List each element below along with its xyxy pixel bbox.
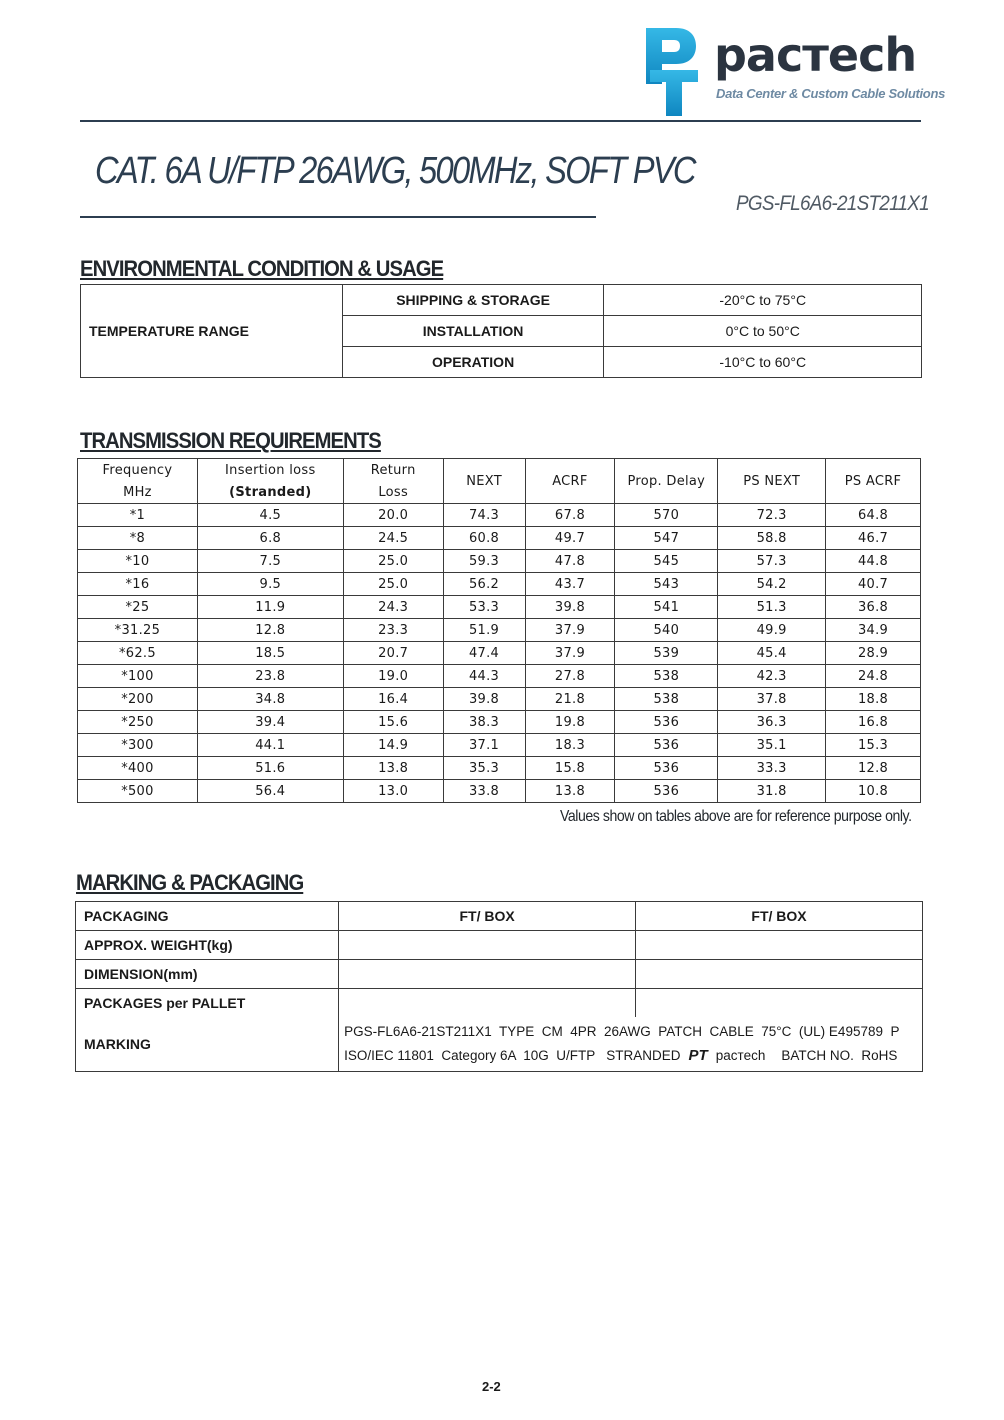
part-number: PGS-FL6A6-21ST211X1: [736, 192, 929, 215]
prop-delay-cell: 536: [615, 711, 718, 734]
ps-next-cell: 35.1: [718, 734, 826, 757]
packaging-label: PACKAGING: [76, 902, 339, 931]
pack-col-1: FT/ BOX: [339, 902, 636, 931]
insertion-loss-cell: 56.4: [197, 780, 343, 803]
ps-next-cell: 36.3: [718, 711, 826, 734]
marking-text: [339, 1017, 923, 1072]
next-cell: 37.1: [443, 734, 525, 757]
prop-delay-cell: 536: [615, 757, 718, 780]
return-loss-cell: 24.5: [343, 527, 443, 550]
insertion-loss-cell: 51.6: [197, 757, 343, 780]
ps-acrf-cell: 28.9: [826, 642, 921, 665]
return-loss-cell: 15.6: [343, 711, 443, 734]
acrf-cell: 37.9: [525, 642, 615, 665]
return-loss-cell: 25.0: [343, 550, 443, 573]
frequency-cell: *500: [78, 780, 198, 803]
insertion-loss-cell: 39.4: [197, 711, 343, 734]
return-loss-cell: 13.0: [343, 780, 443, 803]
header-rule: [80, 120, 921, 122]
next-cell: 74.3: [443, 504, 525, 527]
ps-next-cell: 33.3: [718, 757, 826, 780]
table-row: [78, 688, 921, 711]
transmission-heading: TRANSMISSION REQUIREMENTS: [80, 428, 381, 453]
dimension-cell-1: [339, 960, 636, 989]
return-loss-cell: 20.7: [343, 642, 443, 665]
table-row: [78, 550, 921, 573]
ps-next-cell: 72.3: [718, 504, 826, 527]
table-row: [78, 757, 921, 780]
acrf-cell: 13.8: [525, 780, 615, 803]
return-loss-cell: 25.0: [343, 573, 443, 596]
marking-line-2-a: ISO/IEC 11801 Category 6A 10G U/FTP STRANDED: [344, 1048, 681, 1063]
pack-col-2: FT/ BOX: [636, 902, 923, 931]
product-title: CAT. 6A U/FTP 26AWG, 500MHz, SOFT PVC: [95, 150, 695, 192]
ps-acrf-cell: 15.3: [826, 734, 921, 757]
prop-delay-cell: 570: [615, 504, 718, 527]
title-underline: [80, 216, 596, 218]
frequency-cell: *8: [78, 527, 198, 550]
next-cell: 38.3: [443, 711, 525, 734]
ps-acrf-cell: 18.8: [826, 688, 921, 711]
ps-acrf-cell: 10.8: [826, 780, 921, 803]
ps-next-cell: 37.8: [718, 688, 826, 711]
insertion-loss-cell: 44.1: [197, 734, 343, 757]
header-acrf: ACRF: [525, 459, 615, 504]
prop-delay-cell: 541: [615, 596, 718, 619]
table-row: [78, 619, 921, 642]
reference-note: Values show on tables above are for reference purpose only.: [560, 808, 912, 825]
frequency-cell: *16: [78, 573, 198, 596]
pt-logo-mark-icon: [640, 26, 702, 118]
condition-cell: INSTALLATION: [342, 316, 604, 347]
acrf-cell: 43.7: [525, 573, 615, 596]
ps-next-cell: 57.3: [718, 550, 826, 573]
header-frequency-unit: MHz: [78, 481, 198, 504]
acrf-cell: 39.8: [525, 596, 615, 619]
acrf-cell: 15.8: [525, 757, 615, 780]
prop-delay-cell: 539: [615, 642, 718, 665]
next-cell: 47.4: [443, 642, 525, 665]
condition-cell: OPERATION: [342, 347, 604, 378]
return-loss-cell: 13.8: [343, 757, 443, 780]
table-row: [81, 285, 922, 316]
ps-next-cell: 31.8: [718, 780, 826, 803]
ps-next-cell: 42.3: [718, 665, 826, 688]
marking-line-2: [344, 1044, 922, 1068]
prop-delay-cell: 536: [615, 780, 718, 803]
pallet-cell-2: [636, 989, 923, 1018]
ps-acrf-cell: 16.8: [826, 711, 921, 734]
header-prop-delay: Prop. Delay: [615, 459, 718, 504]
prop-delay-cell: 547: [615, 527, 718, 550]
next-cell: 56.2: [443, 573, 525, 596]
packaging-table: [75, 901, 923, 1072]
frequency-cell: *300: [78, 734, 198, 757]
prop-delay-cell: 538: [615, 665, 718, 688]
acrf-cell: 27.8: [525, 665, 615, 688]
table-row: [76, 960, 923, 989]
return-loss-cell: 19.0: [343, 665, 443, 688]
table-row: [78, 780, 921, 803]
ps-next-cell: 49.9: [718, 619, 826, 642]
transmission-table: [77, 458, 921, 803]
insertion-loss-cell: 4.5: [197, 504, 343, 527]
ps-acrf-cell: 40.7: [826, 573, 921, 596]
next-cell: 39.8: [443, 688, 525, 711]
header-insertion-loss: Insertion loss: [197, 459, 343, 482]
insertion-loss-cell: 11.9: [197, 596, 343, 619]
table-row: [78, 504, 921, 527]
packaging-heading: MARKING & PACKAGING: [76, 870, 304, 895]
marking-logo: PT: [688, 1047, 708, 1064]
marking-line-2-b: BATCH NO. RoHS: [781, 1048, 898, 1063]
weight-cell-2: [636, 931, 923, 960]
insertion-loss-cell: 23.8: [197, 665, 343, 688]
header-return-loss: Return: [343, 459, 443, 482]
pallet-label: PACKAGES per PALLET: [76, 989, 339, 1018]
dimension-cell-2: [636, 960, 923, 989]
insertion-loss-cell: 7.5: [197, 550, 343, 573]
ps-acrf-cell: 46.7: [826, 527, 921, 550]
insertion-loss-cell: 18.5: [197, 642, 343, 665]
header-frequency: Frequency: [78, 459, 198, 482]
header-next: NEXT: [443, 459, 525, 504]
header-insertion-loss-sub: (Stranded): [197, 481, 343, 504]
return-loss-cell: 16.4: [343, 688, 443, 711]
page-number: 2-2: [482, 1379, 501, 1394]
marking-brand: pacтech: [715, 1048, 766, 1063]
next-cell: 60.8: [443, 527, 525, 550]
next-cell: 59.3: [443, 550, 525, 573]
return-loss-cell: 24.3: [343, 596, 443, 619]
table-row: [78, 711, 921, 734]
insertion-loss-cell: 34.8: [197, 688, 343, 711]
table-row: [78, 642, 921, 665]
frequency-cell: *400: [78, 757, 198, 780]
prop-delay-cell: 543: [615, 573, 718, 596]
temperature-range-label: TEMPERATURE RANGE: [81, 285, 343, 378]
next-cell: 35.3: [443, 757, 525, 780]
table-row: [76, 1017, 923, 1072]
table-row: [76, 989, 923, 1018]
ps-acrf-cell: 44.8: [826, 550, 921, 573]
dimension-label: DIMENSION(mm): [76, 960, 339, 989]
ps-acrf-cell: 34.9: [826, 619, 921, 642]
ps-next-cell: 45.4: [718, 642, 826, 665]
table-row: [78, 665, 921, 688]
header-ps-acrf: PS ACRF: [826, 459, 921, 504]
prop-delay-cell: 545: [615, 550, 718, 573]
condition-cell: SHIPPING & STORAGE: [342, 285, 604, 316]
acrf-cell: 49.7: [525, 527, 615, 550]
next-cell: 33.8: [443, 780, 525, 803]
header-return-loss-sub: Loss: [343, 481, 443, 504]
next-cell: 44.3: [443, 665, 525, 688]
ps-next-cell: 58.8: [718, 527, 826, 550]
marking-label: MARKING: [76, 1017, 339, 1072]
brand-tagline: Data Center & Custom Cable Solutions: [716, 86, 946, 101]
next-cell: 51.9: [443, 619, 525, 642]
ps-acrf-cell: 36.8: [826, 596, 921, 619]
frequency-cell: *200: [78, 688, 198, 711]
ps-next-cell: 51.3: [718, 596, 826, 619]
frequency-cell: *25: [78, 596, 198, 619]
header-ps-next: PS NEXT: [718, 459, 826, 504]
acrf-cell: 19.8: [525, 711, 615, 734]
pactech-logo: [636, 22, 946, 122]
table-row: [78, 527, 921, 550]
table-header-row: [78, 459, 921, 482]
table-row: [76, 931, 923, 960]
acrf-cell: 37.9: [525, 619, 615, 642]
return-loss-cell: 20.0: [343, 504, 443, 527]
frequency-cell: *31.25: [78, 619, 198, 642]
next-cell: 53.3: [443, 596, 525, 619]
pallet-cell-1: [339, 989, 636, 1018]
acrf-cell: 67.8: [525, 504, 615, 527]
weight-label: APPROX. WEIGHT(kg): [76, 931, 339, 960]
range-cell: -10°C to 60°C: [604, 347, 922, 378]
table-row: [78, 596, 921, 619]
prop-delay-cell: 540: [615, 619, 718, 642]
frequency-cell: *1: [78, 504, 198, 527]
acrf-cell: 18.3: [525, 734, 615, 757]
acrf-cell: 47.8: [525, 550, 615, 573]
frequency-cell: *10: [78, 550, 198, 573]
environment-table: [80, 284, 922, 378]
ps-acrf-cell: 64.8: [826, 504, 921, 527]
table-row: [78, 734, 921, 757]
weight-cell-1: [339, 931, 636, 960]
return-loss-cell: 14.9: [343, 734, 443, 757]
environment-heading: ENVIRONMENTAL CONDITION & USAGE: [80, 256, 444, 281]
range-cell: -20°C to 75°C: [604, 285, 922, 316]
insertion-loss-cell: 12.8: [197, 619, 343, 642]
insertion-loss-cell: 6.8: [197, 527, 343, 550]
return-loss-cell: 23.3: [343, 619, 443, 642]
ps-acrf-cell: 24.8: [826, 665, 921, 688]
acrf-cell: 21.8: [525, 688, 615, 711]
insertion-loss-cell: 9.5: [197, 573, 343, 596]
range-cell: 0°C to 50°C: [604, 316, 922, 347]
ps-next-cell: 54.2: [718, 573, 826, 596]
frequency-cell: *62.5: [78, 642, 198, 665]
frequency-cell: *100: [78, 665, 198, 688]
prop-delay-cell: 538: [615, 688, 718, 711]
marking-line-1: PGS-FL6A6-21ST211X1 TYPE CM 4PR 26AWG PATCH CABLE 75°C (UL) E495789 P: [344, 1024, 900, 1039]
transmission-body: [78, 504, 921, 803]
table-row: [78, 573, 921, 596]
ps-acrf-cell: 12.8: [826, 757, 921, 780]
table-row: [76, 902, 923, 931]
prop-delay-cell: 536: [615, 734, 718, 757]
brand-name: pacтech: [714, 28, 917, 82]
frequency-cell: *250: [78, 711, 198, 734]
